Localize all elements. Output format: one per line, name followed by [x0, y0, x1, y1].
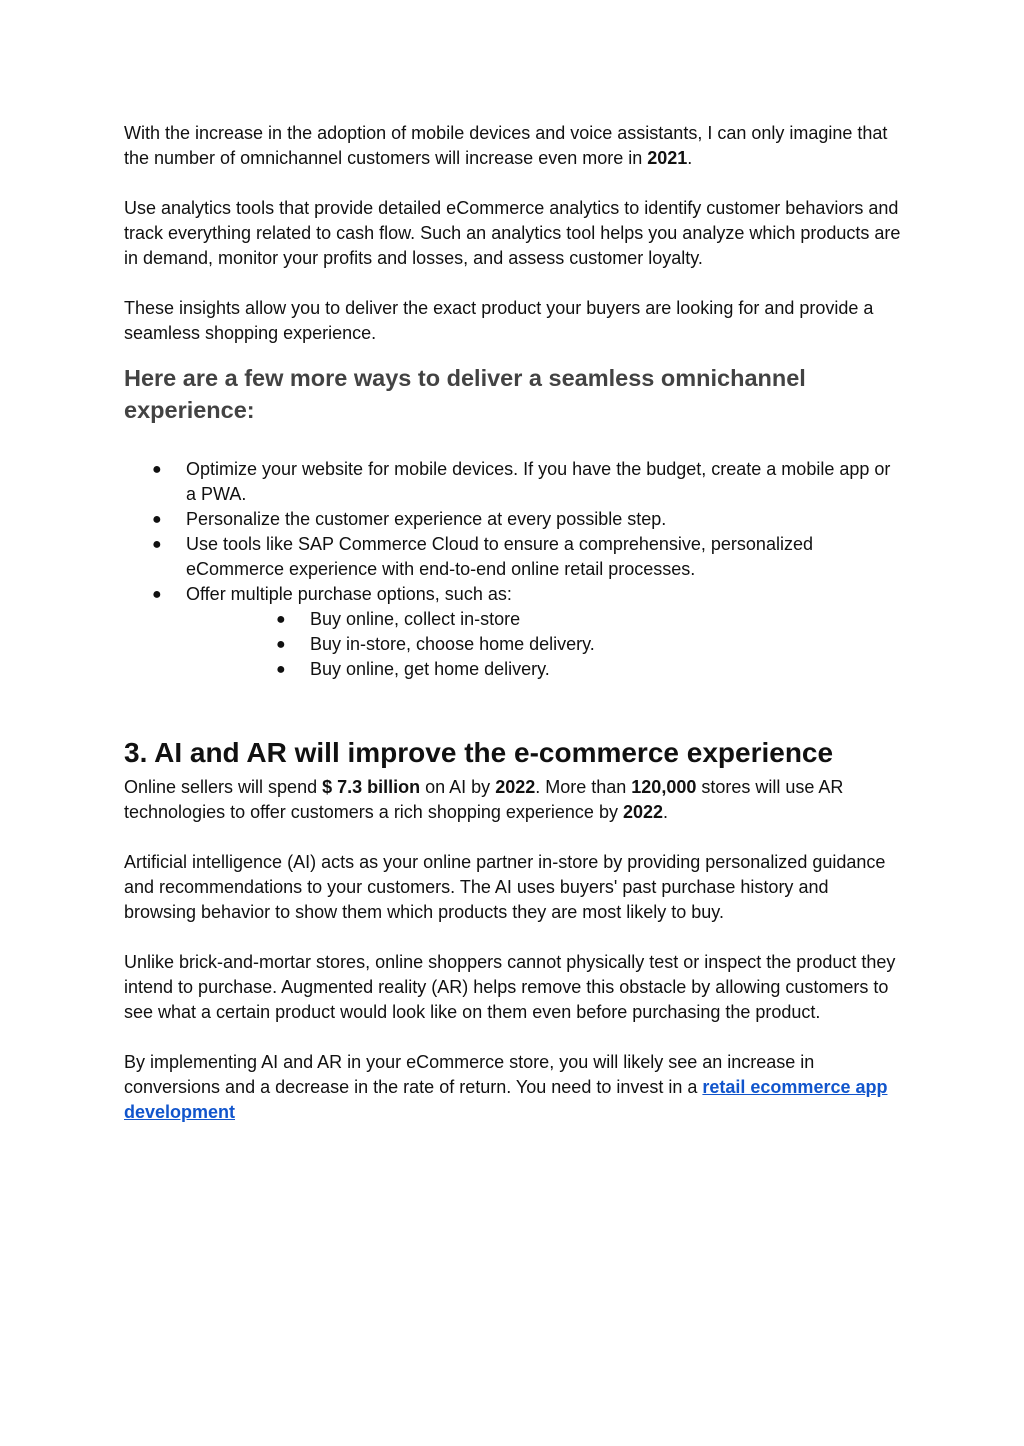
paragraph-omnichannel-growth: [124, 121, 904, 171]
sub-list-item-text: Buy online, get home delivery.: [310, 659, 550, 679]
purchase-options-list: [186, 607, 904, 682]
list-item-text: Personalize the customer experience at every possible step.: [186, 509, 667, 529]
paragraph-insights: These insights allow you to deliver the exact product your buyers are looking for and provide a seamless shopping experience.: [124, 298, 874, 343]
ways-list: [124, 457, 904, 682]
list-item: [124, 582, 904, 682]
bold-count: 120,000: [631, 777, 697, 797]
paragraph-ai-partner: Artificial intelligence (AI) acts as your online partner in-store by providing personalized guidance and recommendations to your customers. The AI uses buyers' past purchase history and browsing behavior to show them which products they are most likely to buy.: [124, 852, 886, 922]
bullet-icon: ●: [152, 511, 162, 528]
paragraph-text: With the increase in the adoption of mobile devices and voice assistants, I can only imagine that the number of omnichannel customers will increase even more in: [124, 123, 888, 168]
bullet-icon: ●: [152, 586, 162, 603]
text-run: stores will use AR technologies to offer customers a rich shopping experience by: [124, 777, 844, 822]
sub-list-item: [186, 657, 904, 682]
bold-year: 2022: [622, 802, 664, 822]
bullet-icon: ●: [276, 636, 286, 653]
retail-ecommerce-link[interactable]: retail ecommerce app development: [124, 1077, 888, 1122]
sub-list-item-text: Buy in-store, choose home delivery.: [310, 634, 595, 654]
sub-list-item-text: Buy online, collect in-store: [310, 609, 521, 629]
list-item: [124, 532, 904, 582]
bold-amount: $ 7.3 billion: [322, 777, 421, 797]
paragraph-ai-spending: [124, 775, 904, 825]
paragraph-ar-obstacle: Unlike brick-and-mortar stores, online shoppers cannot physically test or inspect the product they intend to purchase. Augmented reality (AR) helps remove this obstacle by allowing customers to see what a certain product would look like on them even before purchasing the product.: [124, 952, 896, 1022]
bold-year: 2022: [495, 777, 536, 797]
section-heading-ai-ar: 3. AI and AR will improve the e-commerce experience: [124, 737, 834, 768]
subheading-more-ways: Here are a few more ways to deliver a seamless omnichannel experience:: [124, 365, 806, 423]
bullet-icon: ●: [276, 611, 286, 628]
document-page: [124, 121, 904, 1125]
bold-year: 2021: [647, 148, 688, 168]
paragraph-implementation: [124, 1050, 904, 1125]
sub-list-item: [186, 607, 904, 632]
list-item-text: Use tools like SAP Commerce Cloud to ensure a comprehensive, personalized eCommerce experience with end-to-end online retail processes.: [186, 534, 813, 579]
text-run: on AI by: [420, 777, 496, 797]
text-run: Online sellers will spend: [124, 777, 323, 797]
bullet-icon: ●: [276, 661, 286, 678]
paragraph-end: .: [687, 148, 693, 168]
list-item: [124, 457, 904, 507]
text-run: .: [663, 802, 669, 822]
paragraph-text: By implementing AI and AR in your eCommerce store, you will likely see an increase in conversions and a decrease in the rate of return. You need to invest in a: [124, 1052, 815, 1097]
text-run: . More than: [535, 777, 632, 797]
sub-list-item: [186, 632, 904, 657]
list-item: [124, 507, 904, 532]
bullet-icon: ●: [152, 461, 162, 478]
list-item-text: Optimize your website for mobile devices. If you have the budget, create a mobile app or a PWA.: [186, 459, 891, 504]
bullet-icon: ●: [152, 536, 162, 553]
paragraph-analytics-tools: Use analytics tools that provide detailed eCommerce analytics to identify customer behaviors and track everything related to cash flow. Such an analytics tool helps you analyze which products are in demand, monitor your profits and losses, and assess customer loyalty.: [124, 198, 901, 268]
list-item-text: Offer multiple purchase options, such as:: [186, 584, 512, 604]
